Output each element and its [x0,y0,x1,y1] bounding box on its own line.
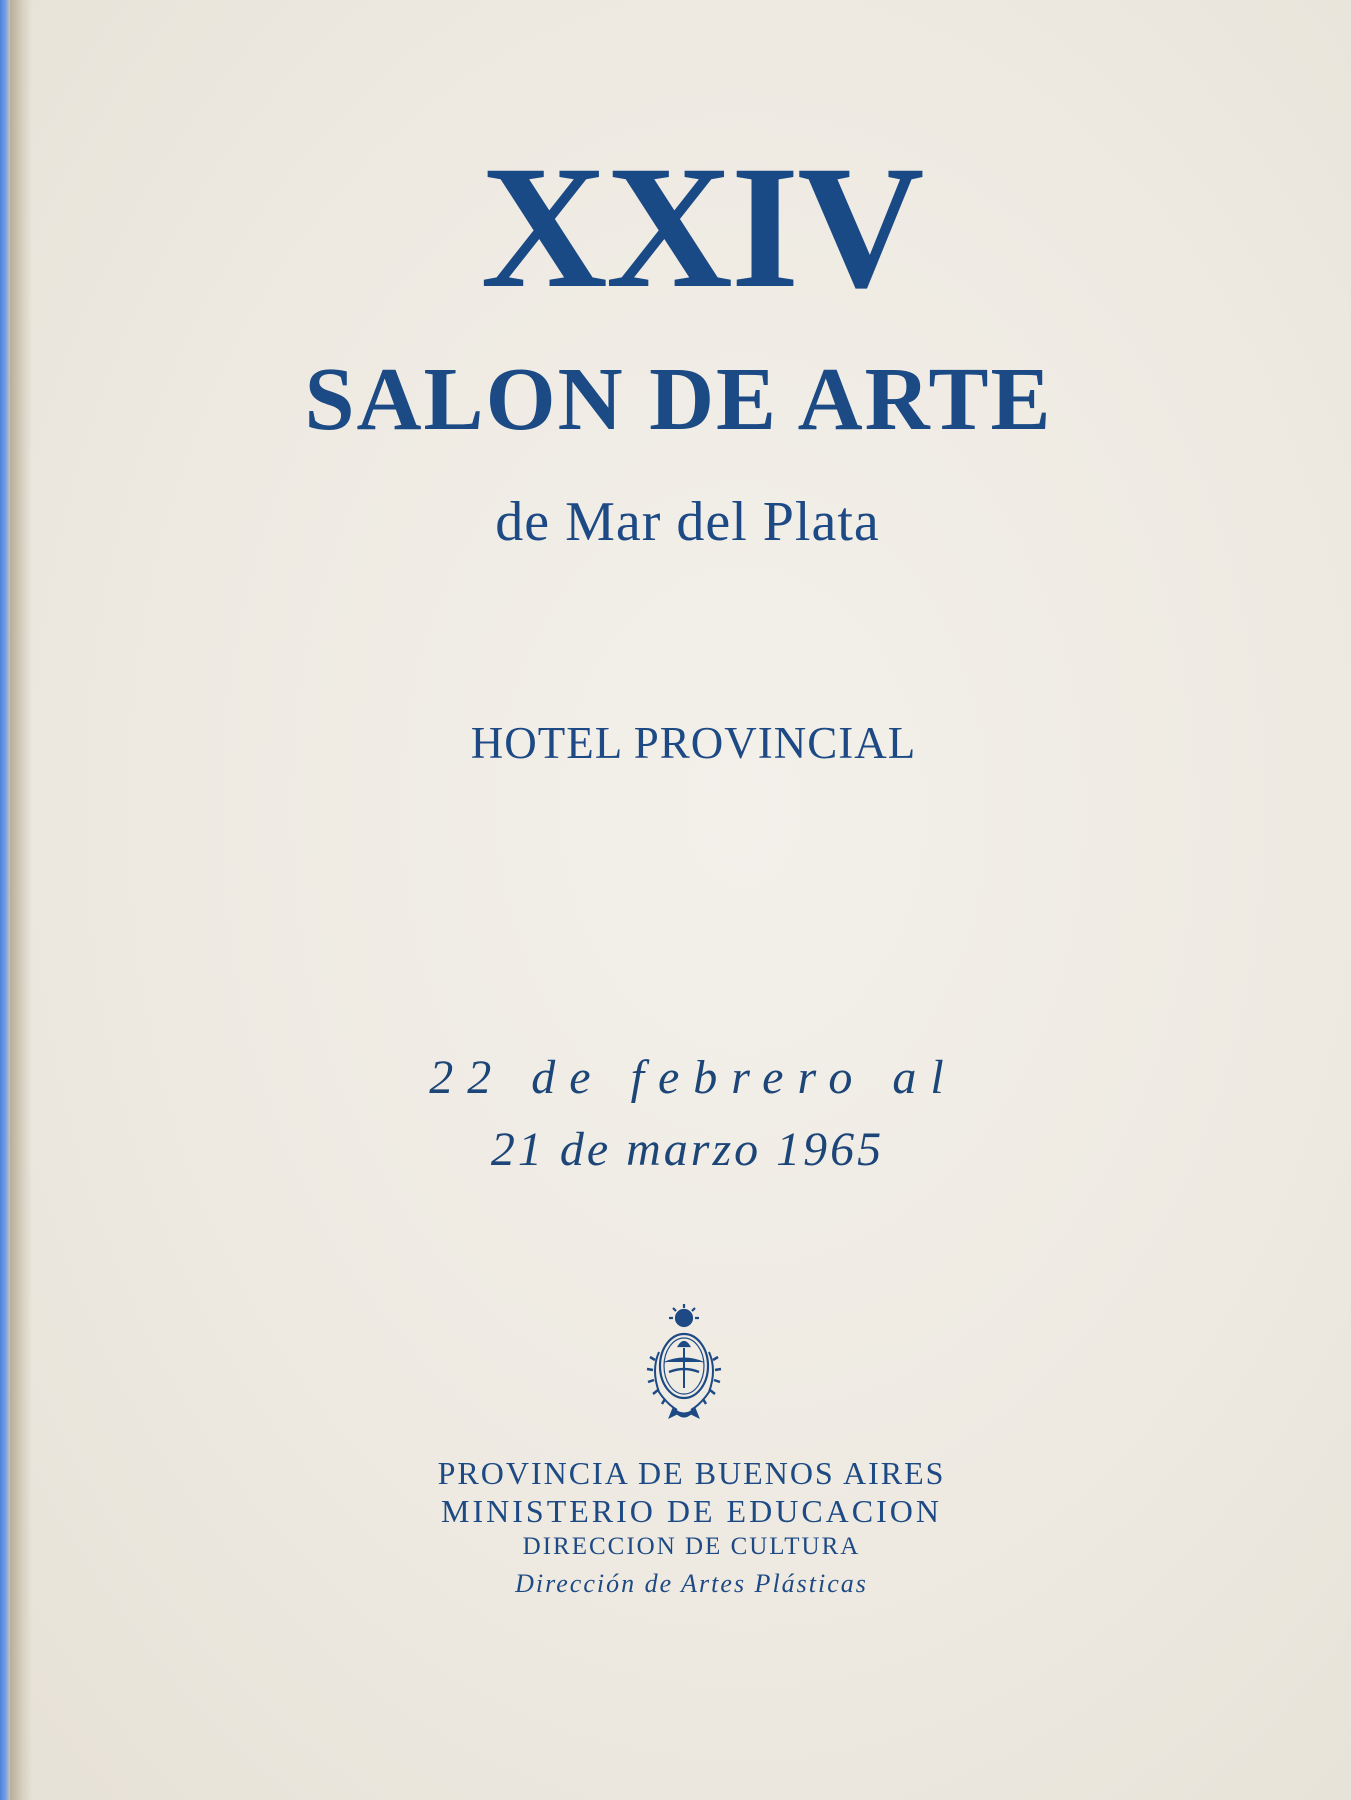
edition-numeral: XXIV [480,130,923,325]
exhibition-title: SALON DE ARTE [304,350,1053,449]
publisher-province: PROVINCIA DE BUENOS AIRES [437,1455,946,1491]
publisher-ministry: MINISTERIO DE EDUCACION [441,1493,942,1529]
venue-name: HOTEL PROVINCIAL [470,718,917,768]
date-range-end: 21 de marzo 1965 [490,1123,885,1176]
publisher-department: Dirección de Artes Plásticas [515,1569,868,1598]
exhibition-subtitle: de Mar del Plata [495,491,880,553]
publisher-directorate: DIRECCION DE CULTURA [522,1533,861,1560]
coat-of-arms-icon [637,1300,731,1430]
binding-spine [0,0,10,1800]
date-range-start: 22 de febrero al [429,1051,958,1104]
